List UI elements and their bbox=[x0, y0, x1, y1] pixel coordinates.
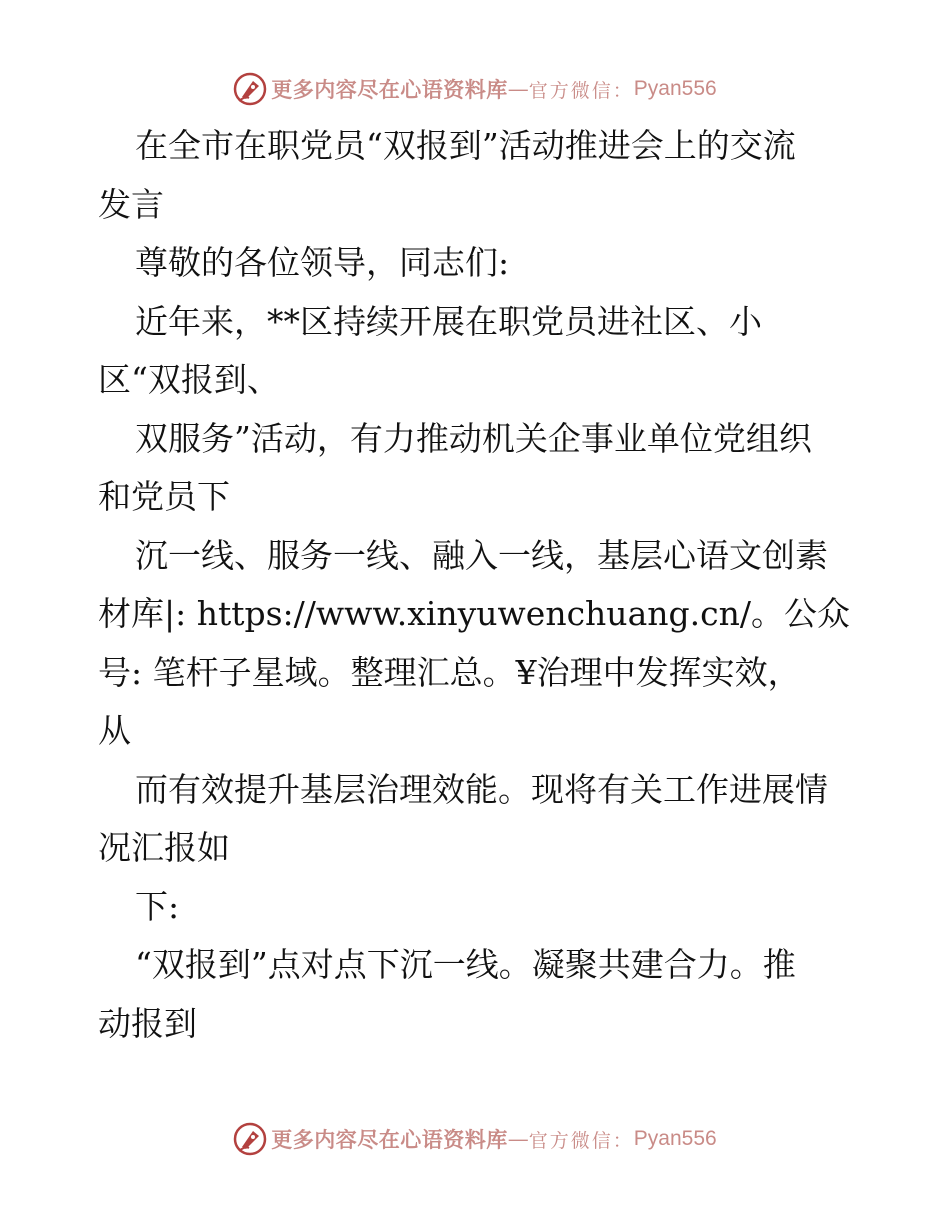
pen-nib-logo-icon bbox=[233, 72, 267, 106]
text-line: 尊敬的各位领导，同志们: bbox=[135, 243, 510, 282]
footer-dash: — bbox=[507, 1127, 529, 1151]
text-line: “双报到”点对点下沉一线。凝聚共建合力。推 bbox=[135, 945, 796, 984]
text-line: 双服务”活动，有力推动机关企事业单位党组织 bbox=[135, 418, 812, 458]
header-banner bbox=[0, 72, 950, 106]
banner-title: 更多内容尽在心语资料库 bbox=[271, 77, 508, 102]
text-line: 区“双报到、 bbox=[98, 360, 280, 399]
pen-nib-logo-icon bbox=[233, 1122, 267, 1156]
text-line: 下: bbox=[135, 886, 180, 926]
text-line: 沉一线、服务一线、融入一线，基层心语文创素 bbox=[135, 535, 828, 575]
text-line: 况汇报如 bbox=[98, 828, 230, 867]
footer-banner bbox=[0, 1122, 950, 1156]
text-line: 而有效提升基层治理效能。现将有关工作进展情 bbox=[135, 769, 828, 809]
text-line: 从 bbox=[98, 711, 131, 750]
text-line: 和党员下 bbox=[98, 477, 230, 516]
text-line: 发言 bbox=[98, 184, 164, 224]
banner-wechat-id: Pyan556 bbox=[633, 77, 717, 100]
text-line: 动报到 bbox=[98, 1003, 197, 1043]
text-line: 材库|: https://www.xinyuwenchuang.cn/。公众 bbox=[98, 594, 850, 633]
banner-dash: — bbox=[507, 77, 529, 101]
footer-wechat-id: Pyan556 bbox=[633, 1127, 717, 1150]
text-line: 在全市在职党员“双报到”活动推进会上的交流 bbox=[135, 126, 796, 165]
footer-title: 更多内容尽在心语资料库 bbox=[271, 1127, 508, 1152]
text-line: 近年来，**区持续开展在职党员进社区、小 bbox=[135, 301, 762, 341]
document-body bbox=[98, 117, 858, 1053]
banner-wechat-label: 官方微信： bbox=[528, 79, 634, 102]
footer-wechat-label: 官方微信： bbox=[528, 1129, 634, 1152]
text-line: 号: 笔杆子星域。整理汇总。¥治理中发挥实效， bbox=[98, 652, 801, 692]
